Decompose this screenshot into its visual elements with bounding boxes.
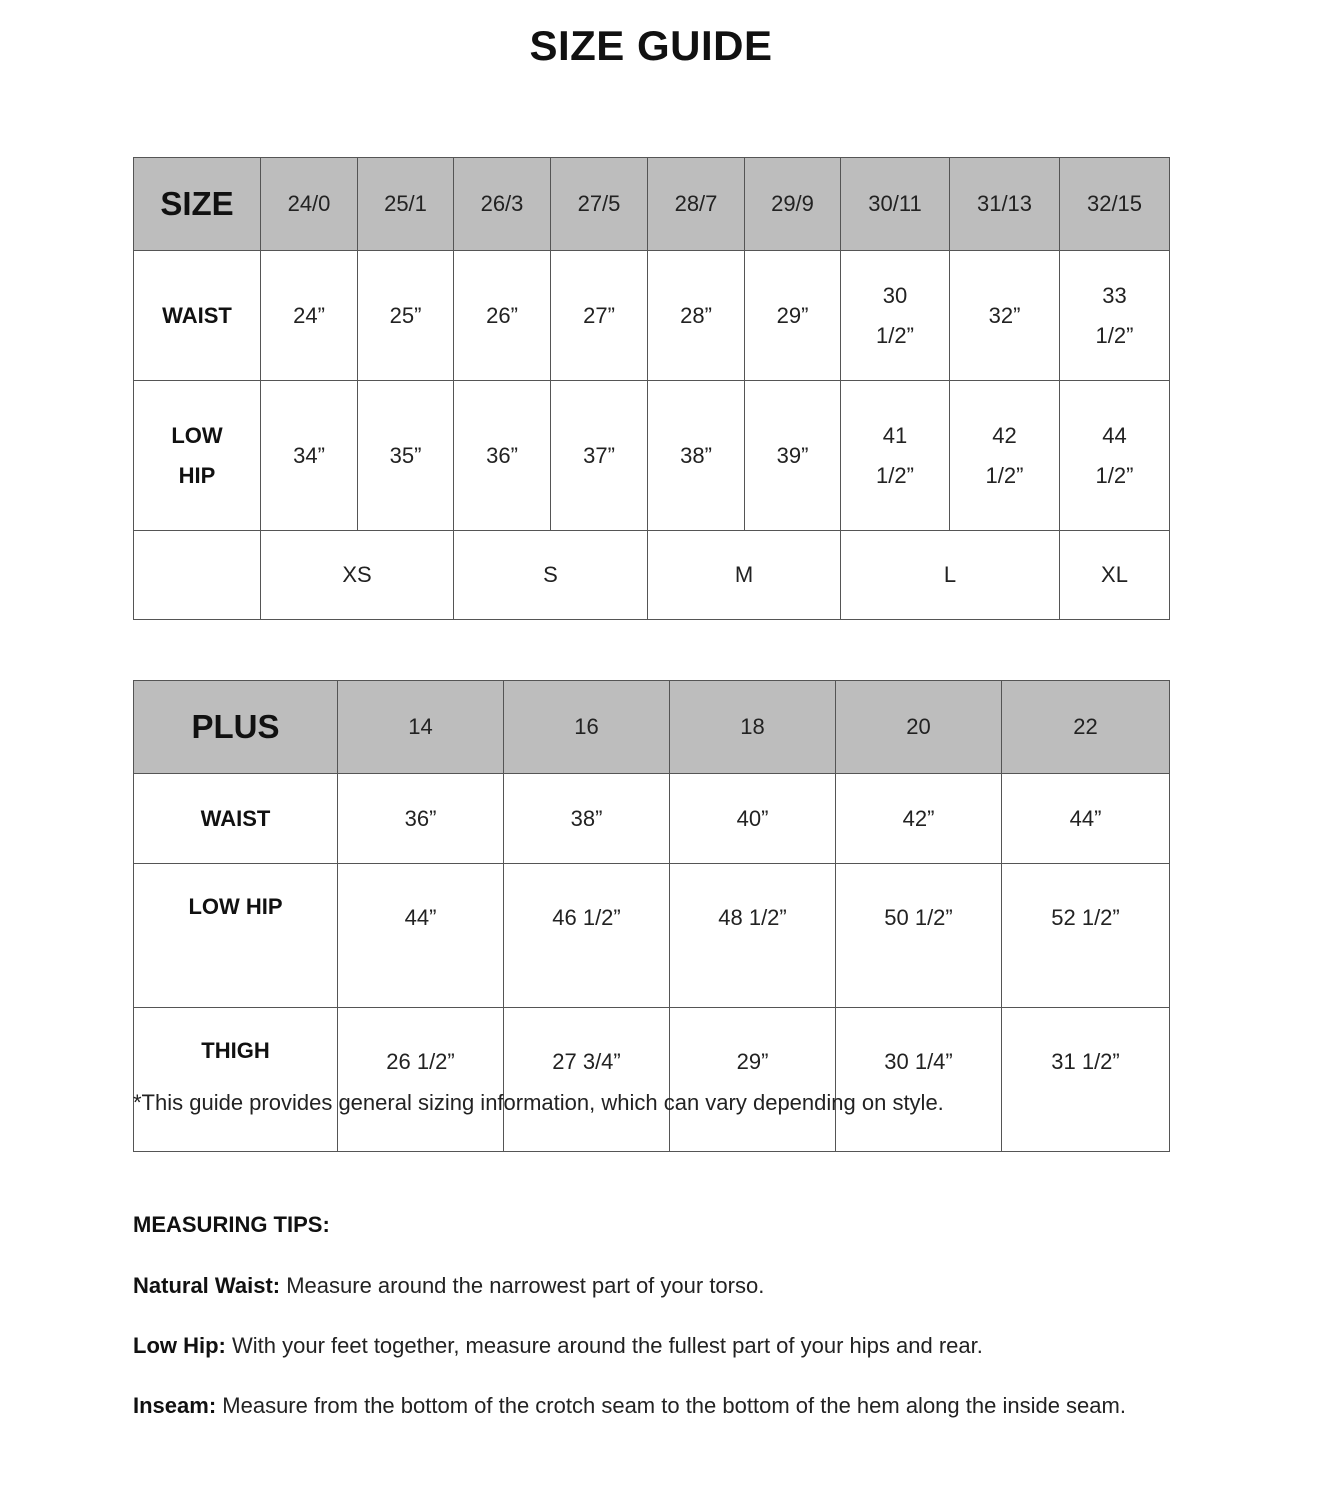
letter-size-cell: S bbox=[454, 531, 648, 620]
waist-cell bbox=[648, 251, 745, 381]
measurement-line: 30 bbox=[882, 282, 908, 308]
measurement-line: 37” bbox=[583, 442, 615, 468]
size-header-row bbox=[134, 158, 1170, 251]
waist-cell bbox=[841, 251, 950, 381]
plus-waist-cell: 38” bbox=[504, 774, 670, 864]
plus-size-chart-table bbox=[133, 680, 1170, 1152]
size-code-cell: 24/0 bbox=[261, 158, 358, 251]
label-line: LOW bbox=[171, 422, 223, 448]
tip-natural-waist bbox=[133, 1266, 1173, 1306]
low-hip-cell bbox=[551, 381, 648, 531]
waist-row-label: WAIST bbox=[134, 251, 261, 381]
plus-low-hip-row-label: LOW HIP bbox=[134, 864, 338, 1008]
size-code-cell: 25/1 bbox=[358, 158, 454, 251]
measurement-line: 1/2” bbox=[1095, 462, 1134, 488]
tip-label: Low Hip: bbox=[133, 1333, 226, 1358]
sizing-disclaimer: *This guide provides general sizing information, which can vary depending on style. bbox=[133, 1090, 944, 1115]
plus-size-code-cell: 22 bbox=[1002, 681, 1170, 774]
size-code-cell: 32/15 bbox=[1060, 158, 1170, 251]
measurement-line: 25” bbox=[389, 302, 422, 328]
plus-low-hip-cell: 52 1/2” bbox=[1002, 864, 1170, 1008]
measurement-line: 42 bbox=[992, 422, 1017, 448]
size-header-label: SIZE bbox=[134, 158, 261, 251]
low-hip-cell bbox=[454, 381, 551, 531]
measurement-line: 41 bbox=[882, 422, 908, 448]
measurement-line: 32” bbox=[988, 302, 1021, 328]
low-hip-cell bbox=[648, 381, 745, 531]
size-code-cell: 29/9 bbox=[745, 158, 841, 251]
low-hip-cell bbox=[745, 381, 841, 531]
waist-cell bbox=[261, 251, 358, 381]
measurement-line: 28” bbox=[680, 302, 712, 328]
size-chart-table bbox=[133, 157, 1170, 620]
letter-size-cell: XL bbox=[1060, 531, 1170, 620]
plus-thigh-cell: 27 3/4” bbox=[504, 1008, 670, 1152]
measurement-line: 1/2” bbox=[876, 462, 914, 488]
measurement-line: 1/2” bbox=[1095, 322, 1134, 348]
plus-thigh-cell: 31 1/2” bbox=[1002, 1008, 1170, 1152]
plus-waist-cell: 40” bbox=[670, 774, 836, 864]
plus-thigh-cell: 30 1/4” bbox=[836, 1008, 1002, 1152]
size-code-cell: 27/5 bbox=[551, 158, 648, 251]
plus-waist-row-label: WAIST bbox=[134, 774, 338, 864]
plus-waist-row bbox=[134, 774, 1170, 864]
plus-size-code-cell: 14 bbox=[338, 681, 504, 774]
waist-cell bbox=[950, 251, 1060, 381]
size-code-cell: 26/3 bbox=[454, 158, 551, 251]
low-hip-row bbox=[134, 381, 1170, 531]
tip-inseam bbox=[133, 1386, 1173, 1426]
low-hip-cell bbox=[1060, 381, 1170, 531]
plus-waist-cell: 44” bbox=[1002, 774, 1170, 864]
measuring-tips-heading: MEASURING TIPS: bbox=[133, 1212, 330, 1237]
measurement-line: 36” bbox=[486, 442, 518, 468]
plus-thigh-row-label: THIGH bbox=[134, 1008, 338, 1152]
letter-size-cell: M bbox=[648, 531, 841, 620]
plus-low-hip-cell: 44” bbox=[338, 864, 504, 1008]
tip-label: Inseam: bbox=[133, 1393, 217, 1418]
low-hip-row-label bbox=[134, 381, 261, 531]
low-hip-cell bbox=[950, 381, 1060, 531]
plus-size-code-cell: 20 bbox=[836, 681, 1002, 774]
plus-size-code-cell: 16 bbox=[504, 681, 670, 774]
tip-low-hip bbox=[133, 1326, 1173, 1366]
plus-thigh-cell: 29” bbox=[670, 1008, 836, 1152]
letter-size-cell: L bbox=[841, 531, 1060, 620]
letter-size-row bbox=[134, 531, 1170, 620]
plus-low-hip-cell: 48 1/2” bbox=[670, 864, 836, 1008]
measurement-line: 44 bbox=[1102, 422, 1127, 448]
measurement-line: 1/2” bbox=[876, 322, 914, 348]
measurement-line: 29” bbox=[776, 302, 809, 328]
letter-size-cell: XS bbox=[261, 531, 454, 620]
plus-thigh-cell: 26 1/2” bbox=[338, 1008, 504, 1152]
tip-text: Measure from the bottom of the crotch seam to the bottom of the hem along the inside seam. bbox=[216, 1393, 1126, 1418]
low-hip-cell bbox=[841, 381, 950, 531]
waist-row bbox=[134, 251, 1170, 381]
waist-cell bbox=[745, 251, 841, 381]
plus-low-hip-cell: 50 1/2” bbox=[836, 864, 1002, 1008]
plus-low-hip-cell: 46 1/2” bbox=[504, 864, 670, 1008]
measurement-line: 27” bbox=[583, 302, 615, 328]
measurement-line: 38” bbox=[680, 442, 712, 468]
plus-size-code-cell: 18 bbox=[670, 681, 836, 774]
size-code-cell: 30/11 bbox=[841, 158, 950, 251]
measurement-line: 34” bbox=[293, 442, 325, 468]
low-hip-cell bbox=[358, 381, 454, 531]
plus-waist-cell: 42” bbox=[836, 774, 1002, 864]
tip-text: Measure around the narrowest part of your torso. bbox=[280, 1273, 765, 1298]
measurement-line: 35” bbox=[389, 442, 422, 468]
label-line: HIP bbox=[178, 462, 216, 488]
size-code-cell: 31/13 bbox=[950, 158, 1060, 251]
size-code-cell: 28/7 bbox=[648, 158, 745, 251]
plus-header-row bbox=[134, 681, 1170, 774]
plus-thigh-row bbox=[134, 1008, 1170, 1152]
plus-low-hip-row bbox=[134, 864, 1170, 1008]
empty-label-cell bbox=[134, 531, 261, 620]
low-hip-cell bbox=[261, 381, 358, 531]
waist-cell bbox=[454, 251, 551, 381]
waist-cell bbox=[1060, 251, 1170, 381]
measurement-line: 1/2” bbox=[985, 462, 1024, 488]
page-title: SIZE GUIDE bbox=[529, 22, 773, 69]
measurement-line: 33 bbox=[1102, 282, 1127, 308]
plus-waist-cell: 36” bbox=[338, 774, 504, 864]
waist-cell bbox=[358, 251, 454, 381]
measurement-line: 26” bbox=[486, 302, 518, 328]
plus-header-label: PLUS bbox=[134, 681, 338, 774]
waist-cell bbox=[551, 251, 648, 381]
measurement-line: 24” bbox=[293, 302, 325, 328]
measurement-line: 39” bbox=[776, 442, 809, 468]
tip-text: With your feet together, measure around the fullest part of your hips and rear. bbox=[225, 1333, 983, 1358]
tip-label: Natural Waist: bbox=[133, 1273, 281, 1298]
